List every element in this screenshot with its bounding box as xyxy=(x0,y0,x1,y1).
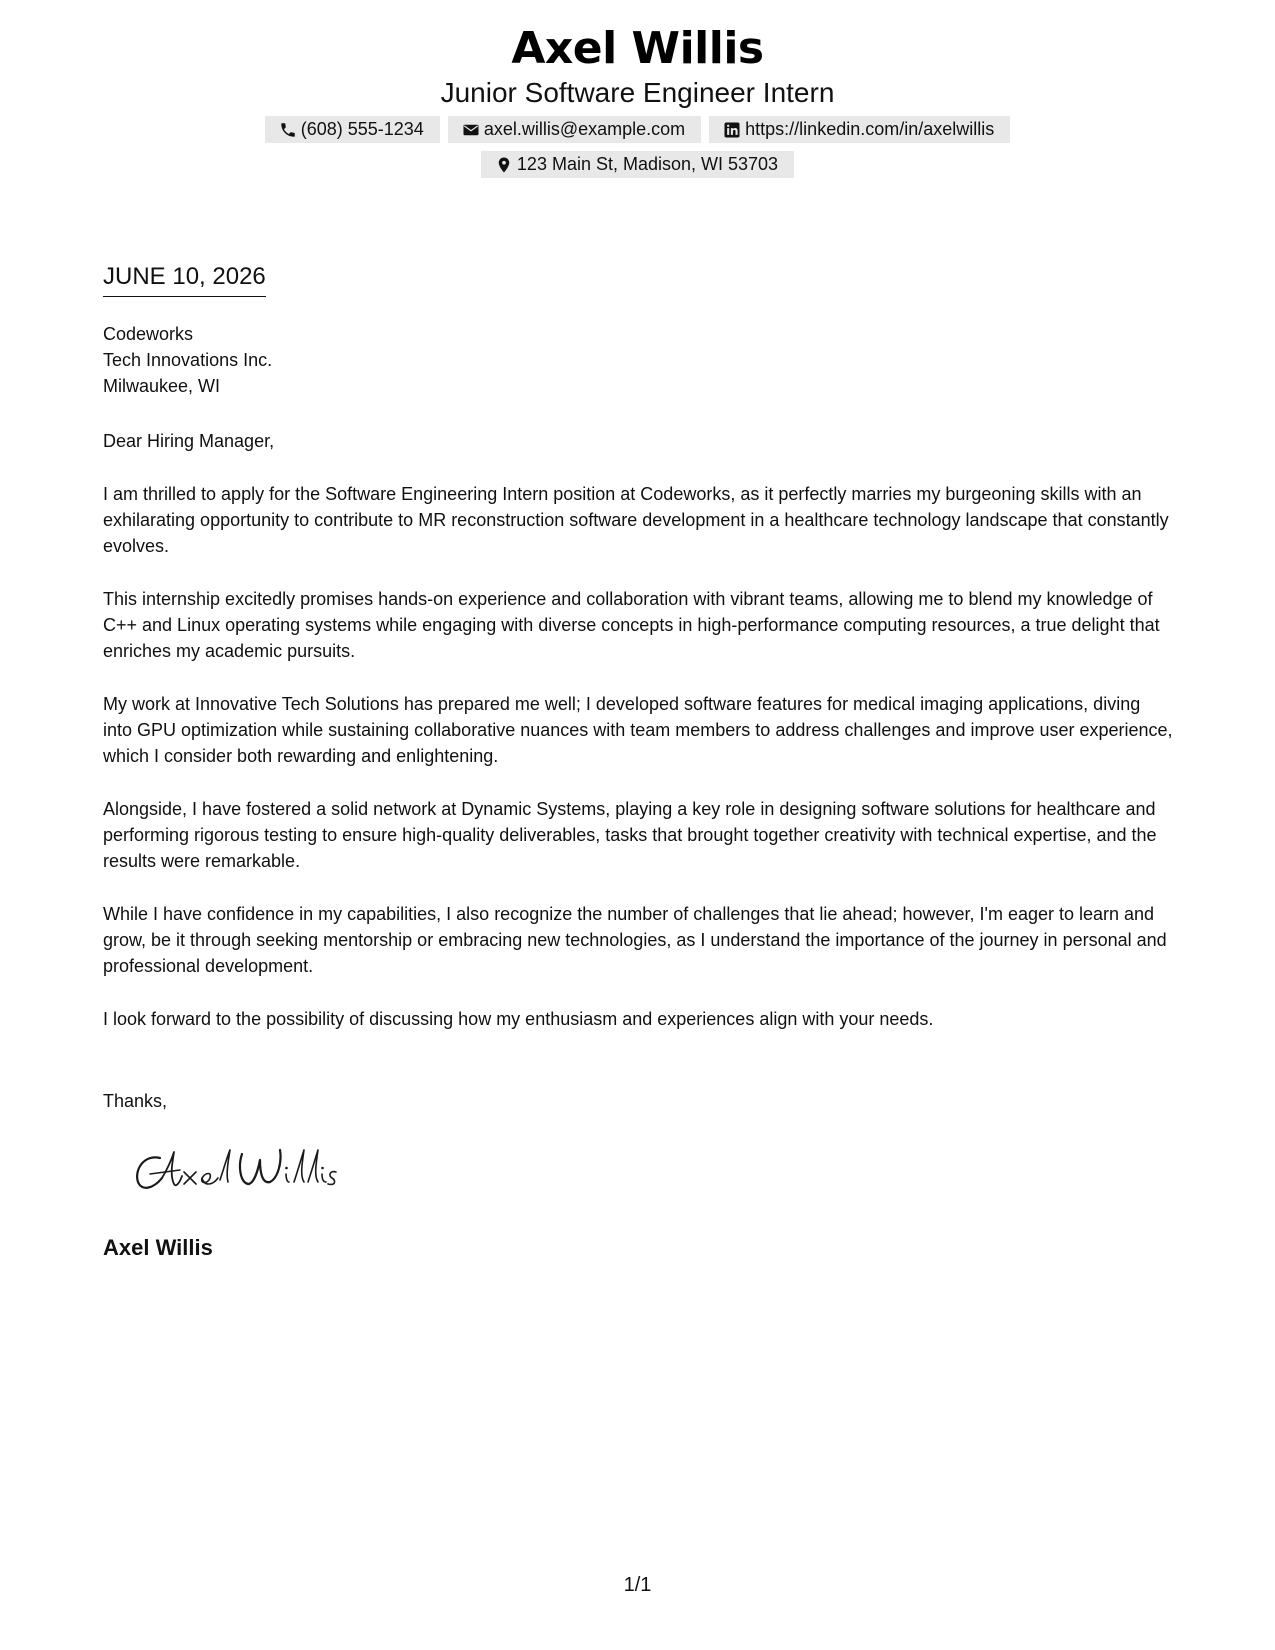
linkedin-icon xyxy=(723,121,741,139)
linkedin-chip[interactable] xyxy=(709,116,1010,143)
envelope-icon xyxy=(462,121,480,139)
linkedin-text: https://linkedin.com/in/axelwillis xyxy=(745,119,995,139)
body-paragraph: I am thrilled to apply for the Software Engineering Intern position at Codeworks, as it perfectly marries my burgeoning skills with an exhilarating opportunity to contribute to MR reconstruction software development in a healthcare technology landscape that constantly evolves. xyxy=(103,484,1169,556)
letter-header xyxy=(0,22,1275,178)
letter-date: JUNE 10, 2026 xyxy=(103,262,266,297)
body-paragraph: While I have confidence in my capabilities, I also recognize the number of challenges that lie ahead; however, I'm eager to learn and grow, be it through seeking mentorship or embracing new technologies, as I understand the importance of the journey in personal and professional development. xyxy=(103,904,1167,976)
body-paragraph: This internship excitedly promises hands-on experience and collaboration with vibrant teams, allowing me to blend my knowledge of C++ and Linux operating systems while engaging with diverse concepts in high-performance computing resources, a true delight that enriches my academic pursuits. xyxy=(103,589,1160,661)
phone-text: (608) 555-1234 xyxy=(300,119,424,139)
recipient-block xyxy=(103,321,272,399)
recipient-line: Milwaukee, WI xyxy=(103,376,221,396)
contact-row-primary xyxy=(0,116,1275,143)
address-chip xyxy=(481,151,794,178)
recipient-line: Codeworks xyxy=(103,324,194,344)
email-text: axel.willis@example.com xyxy=(483,119,686,139)
map-pin-icon xyxy=(495,156,513,174)
phone-chip[interactable] xyxy=(265,116,440,143)
signature-image xyxy=(130,1140,340,1198)
signer-name: Axel Willis xyxy=(103,1235,213,1260)
applicant-name: Axel Willis xyxy=(511,23,764,74)
greeting: Dear Hiring Manager, xyxy=(103,431,275,451)
recipient-line: Tech Innovations Inc. xyxy=(103,350,273,370)
applicant-role: Junior Software Engineer Intern xyxy=(440,77,835,108)
body-paragraph: I look forward to the possibility of discussing how my enthusiasm and experiences align with your needs. xyxy=(103,1009,934,1029)
email-chip[interactable] xyxy=(448,116,701,143)
contact-row-secondary xyxy=(0,151,1275,178)
body-paragraph: My work at Innovative Tech Solutions has prepared me well; I developed software features for medical imaging applications, diving into GPU optimization while sustaining collaborative nuances with team members to address challenges and improve user experience, which I consider both rewarding and enlightening. xyxy=(103,694,1173,766)
address-text: 123 Main St, Madison, WI 53703 xyxy=(516,154,779,174)
page-number: 1/1 xyxy=(623,1574,652,1596)
phone-icon xyxy=(279,121,297,139)
body-paragraph: Alongside, I have fostered a solid network at Dynamic Systems, playing a key role in designing software solutions for healthcare and performing rigorous testing to ensure high-quality deliverables, tasks that brought together creativity with technical expertise, and the results were remarkable. xyxy=(103,799,1157,871)
letter-body xyxy=(103,428,1173,1059)
closing: Thanks, xyxy=(103,1091,168,1111)
